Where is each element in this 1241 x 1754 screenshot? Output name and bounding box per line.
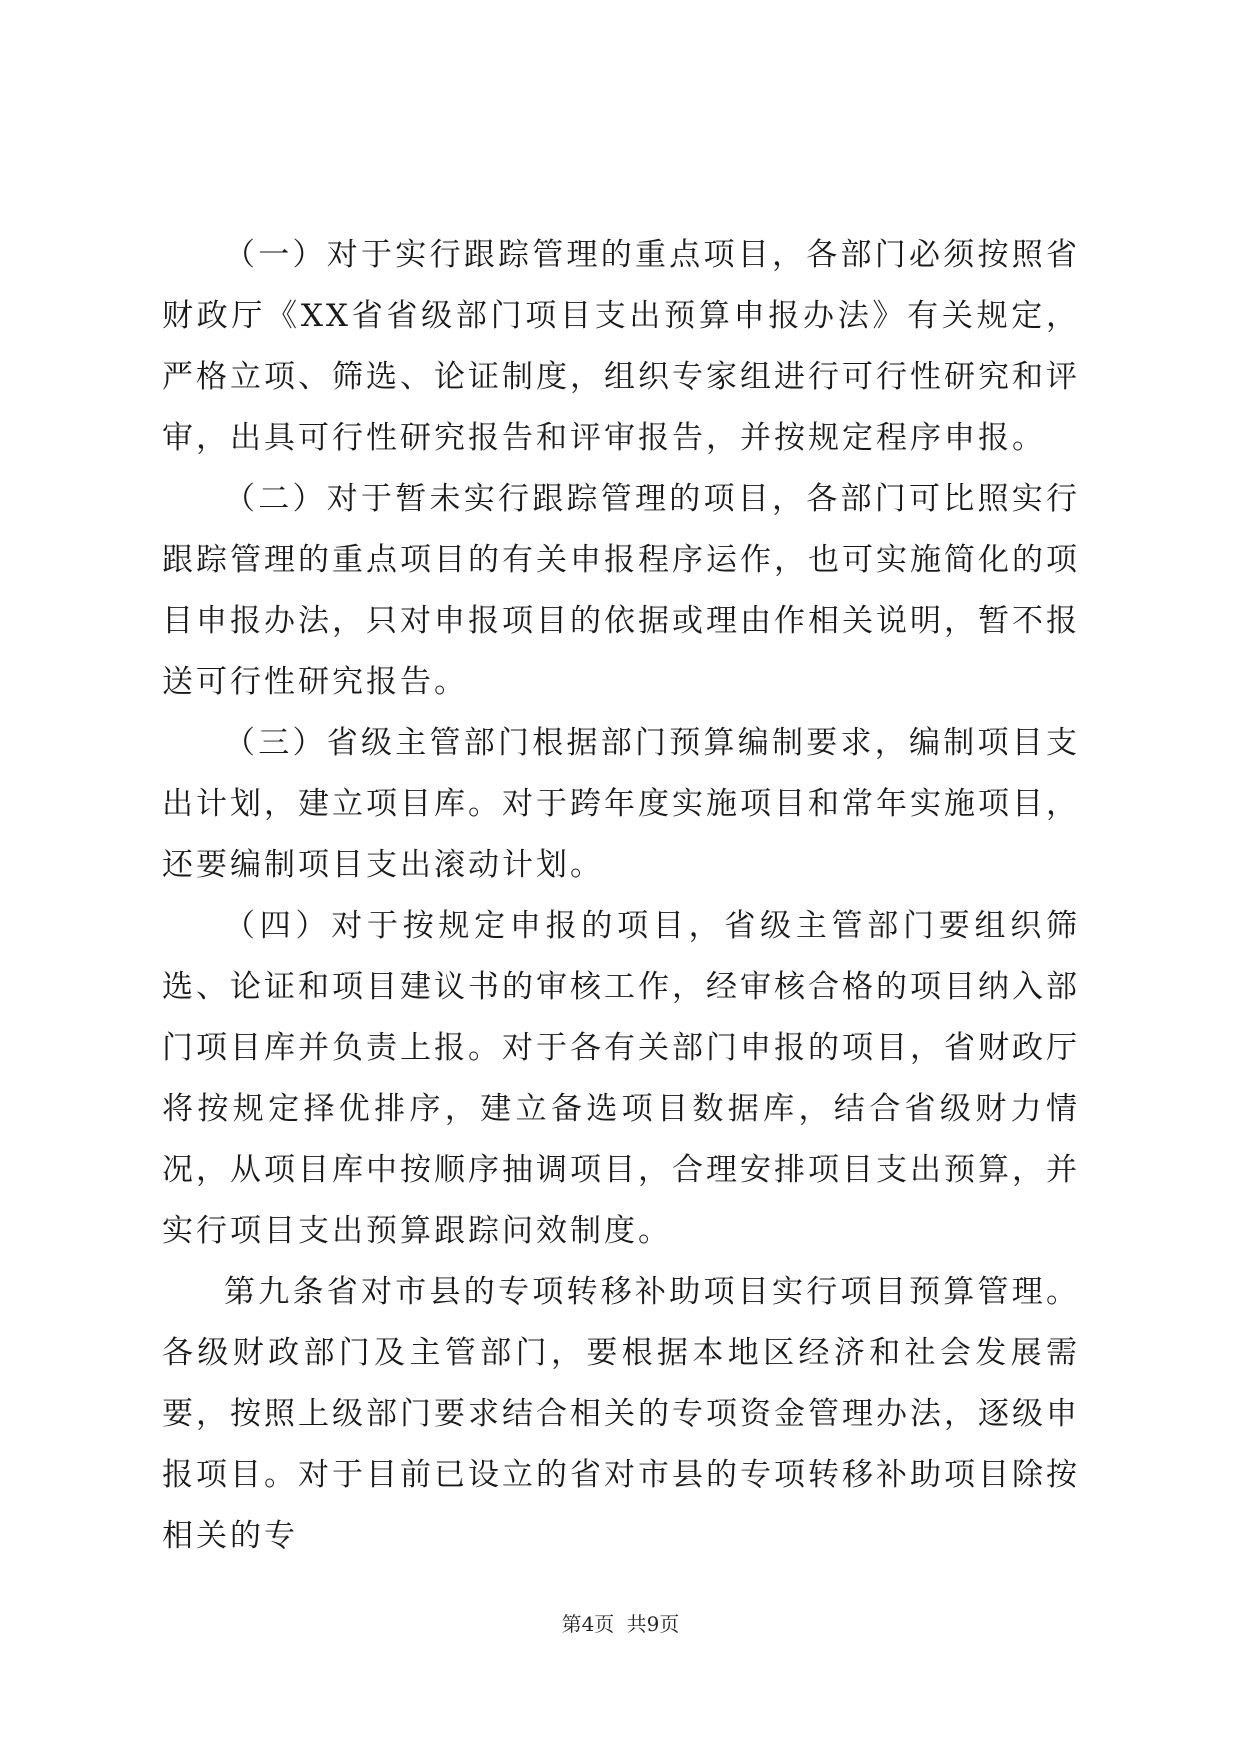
body-text	[162, 225, 1080, 1567]
page-footer	[0, 1608, 1241, 1637]
paragraph-3: （三）省级主管部门根据部门预算编制要求，编制项目支出计划，建立项目库。对于跨年度实施项目和常年实施项目，还要编制项目支出滚动计划。	[162, 725, 1080, 883]
page-number: 第4页	[561, 1612, 615, 1636]
paragraph-5: 第九条省对市县的专项转移补助项目实行项目预算管理。各级财政部门及主管部门，要根据本地区经济和社会发展需要，按照上级部门要求结合相关的专项资金管理办法，逐级申报项目。对于目前已设立的省对市县的专项转移补助项目除按相关的专	[162, 1274, 1080, 1554]
page-total: 共9页	[626, 1612, 680, 1636]
paragraph-1: （一）对于实行跟踪管理的重点项目，各部门必须按照省财政厅《XX省省级部门项目支出预算申报办法》有关规定，严格立项、筛选、论证制度，组织专家组进行可行性研究和评审，出具可行性研究报告和评审报告，并按规定程序申报。	[162, 237, 1080, 456]
paragraph-4: （四）对于按规定申报的项目，省级主管部门要组织筛选、论证和项目建议书的审核工作，经审核合格的项目纳入部门项目库并负责上报。对于各有关部门申报的项目，省财政厅将按规定择优排序，建立备选项目数据库，结合省级财力情况，从项目库中按顺序抽调项目，合理安排项目支出预算，并实行项目支出预算跟踪问效制度。	[162, 908, 1080, 1249]
paragraph-2: （二）对于暂未实行跟踪管理的项目，各部门可比照实行跟踪管理的重点项目的有关申报程序运作，也可实施简化的项目申报办法，只对申报项目的依据或理由作相关说明，暂不报送可行性研究报告。	[162, 481, 1080, 700]
